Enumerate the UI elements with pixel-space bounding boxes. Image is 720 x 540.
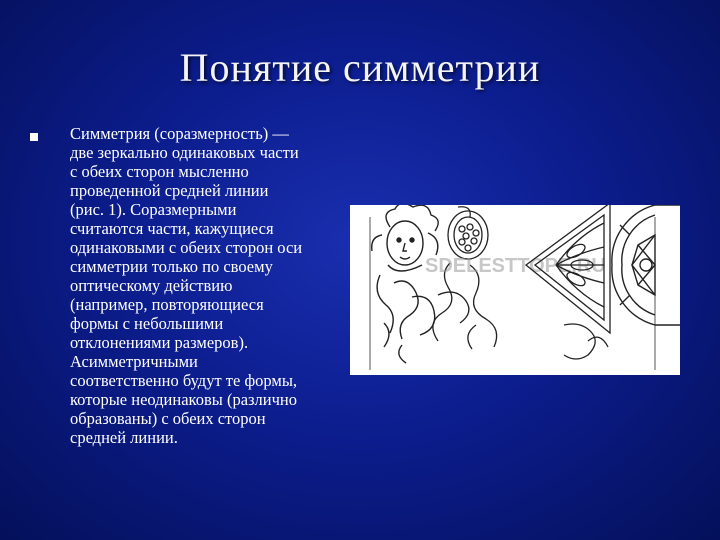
body-line: оптическому действию: [70, 276, 233, 295]
body-line: средней линии.: [70, 428, 178, 447]
body-line: образованы) с обеих сторон: [70, 409, 266, 428]
ornament-illustration: [350, 205, 680, 375]
body-line: считаются части, кажущиеся: [70, 219, 274, 238]
body-line: соответственно будут те формы,: [70, 371, 298, 390]
slide-title: Понятие симметрии: [179, 45, 541, 90]
symmetry-ornament-figure: [350, 205, 680, 375]
body-line: одинаковыми с обеих сторон оси: [70, 238, 303, 257]
body-line: симметрии только по своему: [70, 257, 273, 276]
bullet-square-icon: [30, 133, 38, 141]
body-line: проведенной средней линии: [70, 181, 269, 200]
watermark-text: SDELESTTOPE.RU: [425, 255, 606, 277]
body-line: которые неодинаковы (различно: [70, 390, 298, 409]
body-line: (рис. 1). Соразмерными: [70, 200, 237, 219]
body-line: две зеркально одинаковых части: [70, 143, 299, 162]
body-line: Симметрия (соразмерность) —: [70, 124, 289, 143]
body-line: Асимметричными: [70, 352, 198, 371]
body-line: с обеих сторон мысленно: [70, 162, 249, 181]
body-line: (например, повторяющиеся: [70, 295, 264, 314]
body-line: формы с небольшими: [70, 314, 224, 333]
body-line: отклонениями размеров).: [70, 333, 249, 352]
body-text: [70, 124, 360, 447]
